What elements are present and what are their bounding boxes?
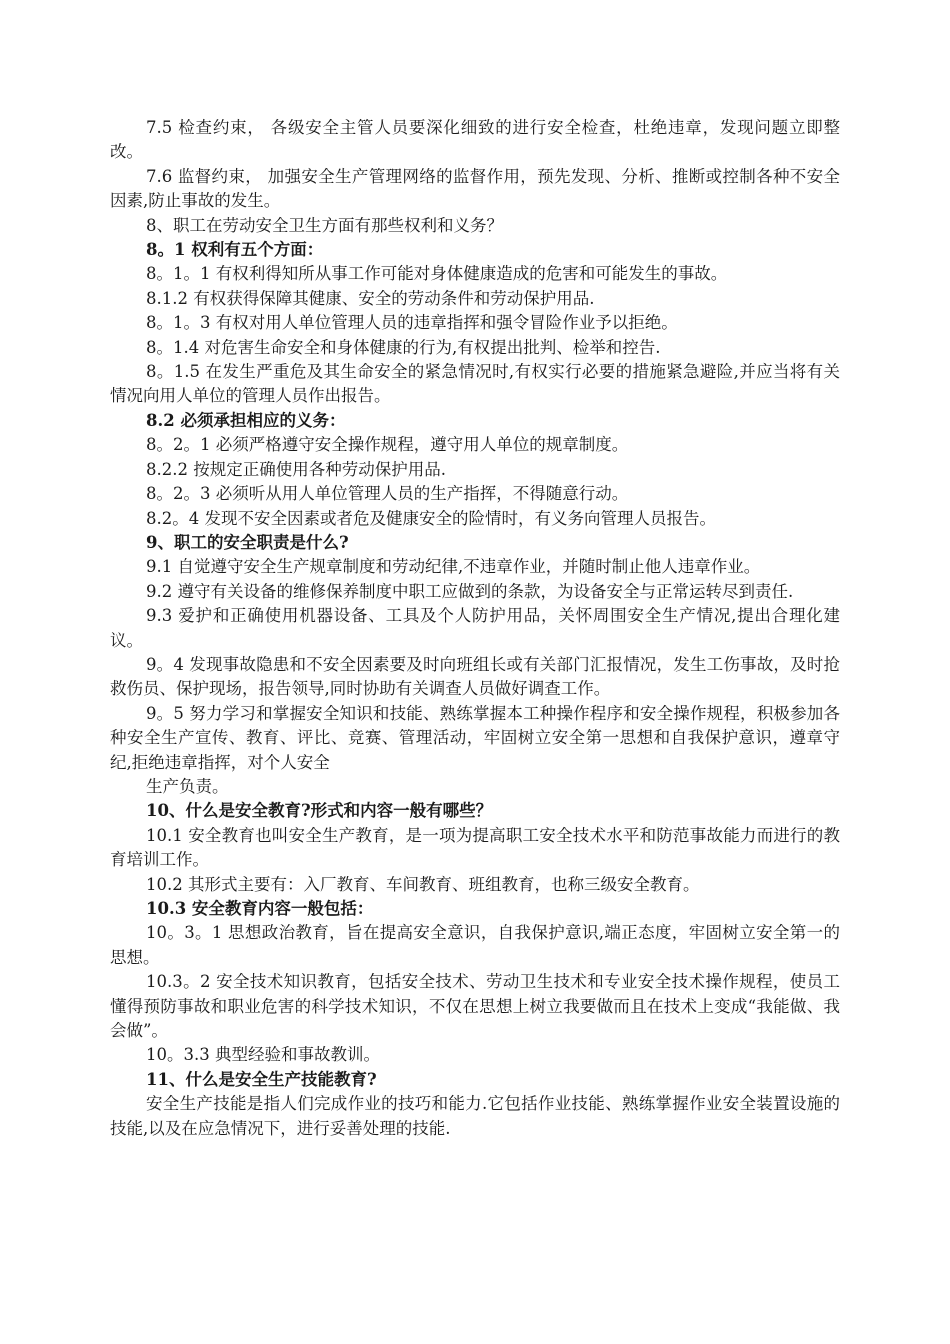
paragraph-10-3-2: 10.3。2 安全技术知识教育，包括安全技术、劳动卫生技术和专业安全技术操作规程，使员工懂得预防事故和职业危害的科学技术知识，不仅在思想上树立我要做而且在技术上变成“我能做、我会做”。	[110, 972, 840, 1041]
paragraph-8-2-2: 8.2.2 按规定正确使用各种劳动保护用品.	[146, 459, 446, 479]
heading-8-2: 8.2 必须承担相应的义务：	[146, 410, 346, 430]
paragraph-10-2: 10.2 其形式主要有：入厂教育、车间教育、班组教育，也称三级安全教育。	[146, 874, 700, 894]
question-8: 8、职工在劳动安全卫生方面有那些权利和义务？	[146, 215, 503, 235]
paragraph-9-5: 9。5 努力学习和掌握安全知识和技能、熟练掌握本工种操作程序和安全操作规程，积极参加各种安全生产宣传、教育、评比、竞赛、管理活动，牢固树立安全第一思想和自我保护意识，遵章守纪,拒绝违章指挥，对个人安全	[110, 703, 840, 772]
paragraph-8-2-1: 8。2。1 必须严格遵守安全操作规程，遵守用人单位的规章制度。	[146, 435, 629, 455]
heading-10: 10、什么是安全教育?形式和内容一般有哪些？	[146, 801, 493, 821]
paragraph-8-1-4: 8。1.4 对危害生命安全和身体健康的行为,有权提出批判、检举和控告.	[146, 337, 661, 357]
heading-10-3: 10.3 安全教育内容一般包括：	[146, 899, 374, 918]
paragraph-9-2: 9.2 遵守有关设备的维修保养制度中职工应做到的条款，为设备安全与正常运转尽到责任.	[146, 581, 794, 601]
paragraph-8-1-5: 8。1.5 在发生严重危及其生命安全的紧急情况时,有权实行必要的措施紧急避险,并应当将有关情况向用人单位的管理人员作出报告。	[110, 362, 840, 406]
paragraph-7-6: 7.6 监督约束， 加强安全生产管理网络的监督作用，预先发现、分析、推断或控制各种不安全因素,防止事故的发生。	[110, 166, 840, 211]
heading-11: 11、什么是安全生产技能教育?	[146, 1069, 377, 1089]
paragraph-9-4: 9。4 发现事故隐患和不安全因素要及时向班组长或有关部门汇报情况，发生工伤事故，及时抢救伤员、保护现场，报告领导,同时协助有关调查人员做好调查工作。	[110, 654, 840, 699]
heading-8-1: 8。1 权利有五个方面：	[146, 240, 324, 260]
paragraph-11: 安全生产技能是指人们完成作业的技巧和能力.它包括作业技能、熟练掌握作业安全装置设施的技能,以及在应急情况下，进行妥善处理的技能.	[110, 1094, 840, 1138]
paragraph-8-1-2: 8.1.2 有权获得保障其健康、安全的劳动条件和劳动保护用品.	[146, 288, 595, 308]
heading-9: 9、职工的安全职责是什么?	[146, 532, 349, 552]
paragraph-10-3-1: 10。3。1 思想政治教育，旨在提高安全意识，自我保护意识,端正态度，牢固树立安全第一的思想。	[110, 923, 840, 967]
paragraph-10-3-3: 10。3.3 典型经验和事故教训。	[146, 1045, 380, 1065]
paragraph-9-1: 9.1 自觉遵守安全生产规章制度和劳动纪律,不违章作业，并随时制止他人违章作业。	[146, 557, 761, 577]
paragraph-8-1-3: 8。1。3 有权对用人单位管理人员的违章指挥和强令冒险作业予以拒绝。	[146, 313, 678, 333]
paragraph-8-2-4: 8.2。4 发现不安全因素或者危及健康安全的险情时，有义务向管理人员报告。	[146, 508, 716, 528]
paragraph-8-2-3: 8。2。3 必须听从用人单位管理人员的生产指挥，不得随意行动。	[146, 484, 629, 504]
paragraph-9-3: 9.3 爱护和正确使用机器设备、工具及个人防护用品，关怀周围安全生产情况,提出合理化建议。	[110, 606, 840, 650]
paragraph-10-1: 10.1 安全教育也叫安全生产教育，是一项为提高职工安全技术水平和防范事故能力而进行的教育培训工作。	[110, 825, 840, 870]
paragraph-7-5: 7.5 检查约束， 各级安全主管人员要深化细致的进行安全检查，杜绝违章，发现问题立即整改。	[110, 118, 840, 162]
paragraph-9-5-continued: 生产负责。	[146, 776, 229, 796]
paragraph-8-1-1: 8。1。1 有权利得知所从事工作可能对身体健康造成的危害和可能发生的事故。	[146, 264, 728, 284]
document-page	[110, 116, 840, 1141]
